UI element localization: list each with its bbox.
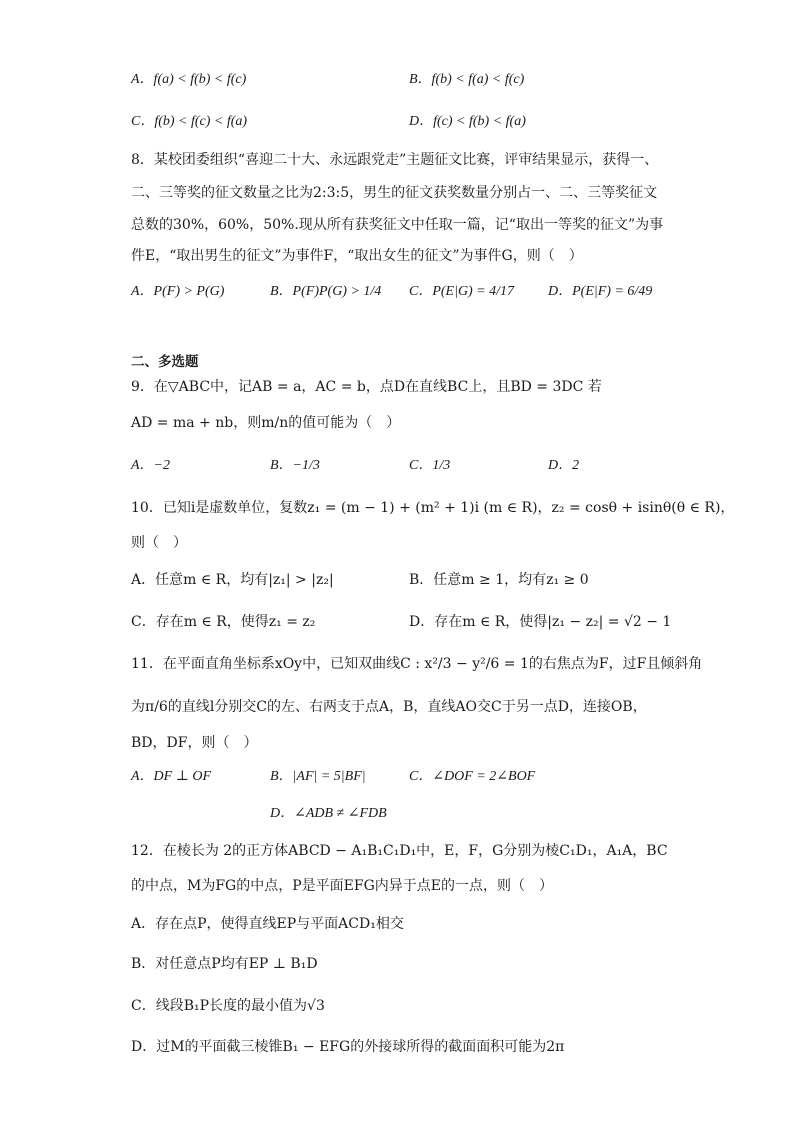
- q9-option-a: A．−2: [131, 458, 170, 473]
- q9-stem-line: AD = ma + nb，则m/n的值可能为（ ）: [131, 415, 401, 431]
- q12-stem-line: 12．在棱长为 2的正方体ABCD − A₁B₁C₁D₁中，E，F，G分别为棱C₁D₁，A₁A，BC: [131, 843, 668, 859]
- q8-stem-line: 总数的30%，60%，50%.现从所有获奖征文中任取一篇，记“取出一等奖的征文”为事: [131, 217, 664, 233]
- q11-option-d: D．∠ADB ≠ ∠FDB: [270, 806, 387, 821]
- q12-stem-line: 的中点，M为FG的中点，P是平面EFG内异于点E的一点，则（ ）: [131, 878, 553, 894]
- q10-option-a: A．任意m ∈ R，均有|z₁| > |z₂|: [131, 572, 334, 588]
- section-title-multiple-choice: 二、多选题: [131, 354, 199, 370]
- q8-option-b: B．P(F)P(G) > 1/4: [270, 284, 382, 299]
- q9-option-b: B．−1/3: [270, 458, 320, 473]
- q9-option-c: C．1/3: [409, 458, 451, 473]
- q8-stem-line: 8．某校团委组织“喜迎二十大、永远跟党走”主题征文比赛，评审结果显示，获得一、: [131, 152, 659, 168]
- q11-option-a: A．DF ⊥ OF: [131, 769, 212, 784]
- q12-option-b: B．对任意点P均有EP ⊥ B₁D: [131, 956, 318, 972]
- q9-option-d: D．2: [548, 458, 580, 473]
- q9-stem-line: 9．在▽ABC中，记AB = a，AC = b，点D在直线BC上，且BD = 3DC 若: [131, 379, 602, 395]
- q12-option-a: A．存在点P，使得直线EP与平面ACD₁相交: [131, 916, 404, 932]
- q8-option-d: D．P(E|F) = 6/49: [548, 284, 653, 299]
- q11-stem-line: 为π/6的直线l分别交C的左、右两支于点A，B，直线AO交C于另一点D，连接OB，: [131, 699, 647, 715]
- q7-option-a: A．f(a) < f(b) < f(c): [131, 72, 247, 87]
- q8-option-c: C．P(E|G) = 4/17: [409, 284, 515, 299]
- q10-option-d: D．存在m ∈ R，使得|z₁ − z₂| = √2 − 1: [409, 614, 672, 630]
- q10-option-c: C．存在m ∈ R，使得z₁ = z₂: [131, 614, 316, 630]
- q8-stem-line: 二、三等奖的征文数量之比为2:3:5，男生的征文获奖数量分别占一、二、三等奖征文: [131, 185, 658, 201]
- q7-option-b: B．f(b) < f(a) < f(c): [409, 72, 525, 87]
- q12-option-d: D．过M的平面截三棱锥B₁ − EFG的外接球所得的截面面积可能为2π: [131, 1039, 565, 1055]
- q11-option-c: C．∠DOF = 2∠BOF: [409, 769, 536, 784]
- q11-stem-line: BD，DF，则（ ）: [131, 735, 258, 751]
- q10-stem-line: 10．已知i是虚数单位，复数z₁ = (m − 1) + (m² + 1)i (m ∈ R)，z₂ = cosθ + isinθ(θ ∈ R)，: [131, 500, 735, 516]
- q8-stem-line: 件E，“取出男生的征文”为事件F，“取出女生的征文”为事件G，则（ ）: [131, 248, 583, 264]
- q10-stem-line: 则（ ）: [131, 535, 187, 551]
- q7-option-d: D．f(c) < f(b) < f(a): [409, 114, 526, 129]
- q11-option-b: B．|AF| = 5|BF|: [270, 769, 366, 784]
- q8-option-a: A．P(F) > P(G): [131, 284, 225, 299]
- q12-option-c: C．线段B₁P长度的最小值为√3: [131, 998, 325, 1014]
- q7-option-c: C．f(b) < f(c) < f(a): [131, 114, 248, 129]
- q10-option-b: B．任意m ≥ 1，均有z₁ ≥ 0: [409, 572, 589, 588]
- q11-stem-line: 11．在平面直角坐标系xOy中，已知双曲线C : x²/3 − y²/6 = 1的右焦点为F，过F且倾斜角: [131, 656, 703, 672]
